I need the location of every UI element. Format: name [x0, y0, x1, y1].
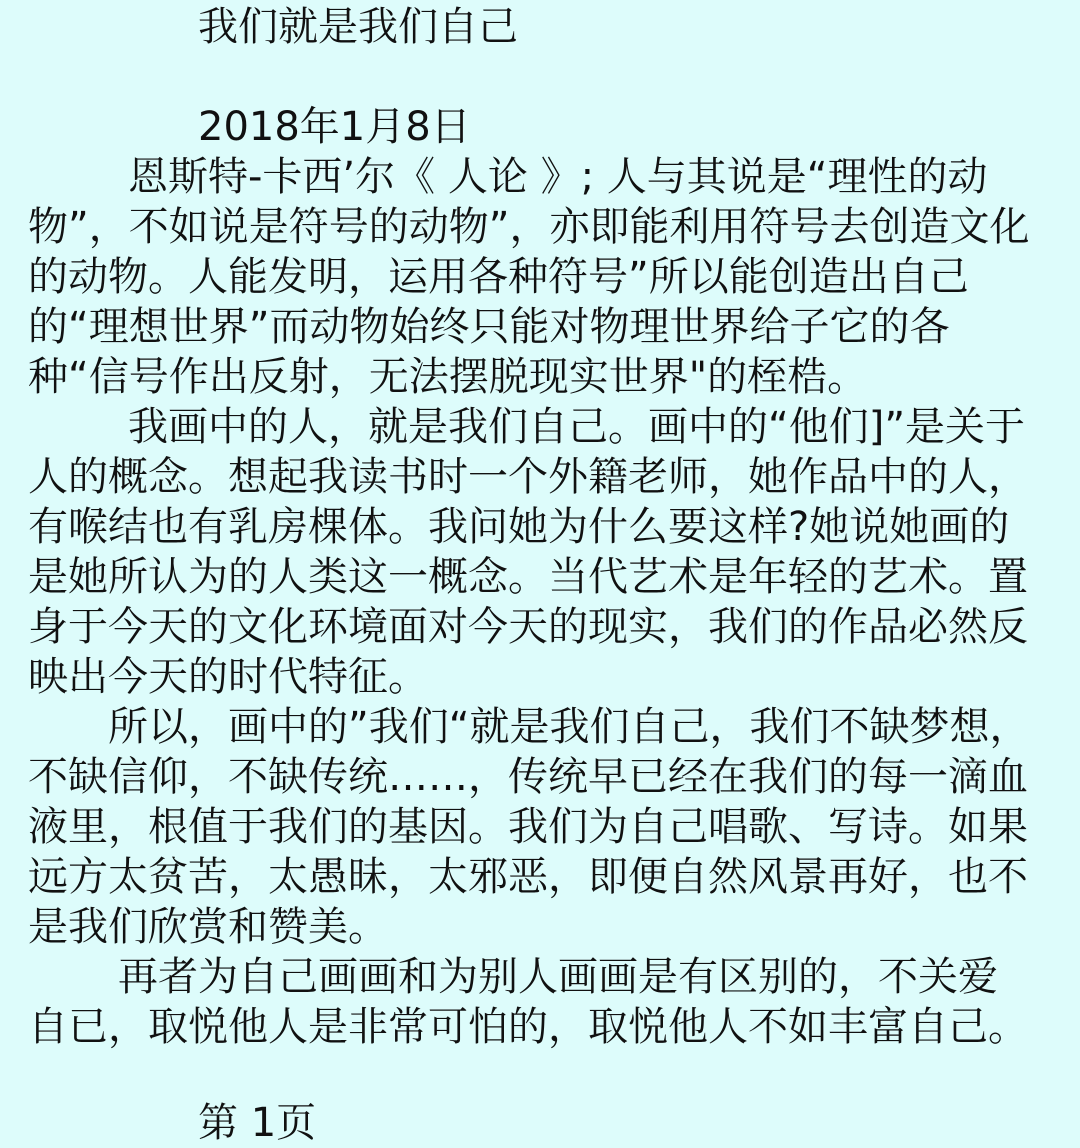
text-line: 再者为自己画画和为别人画画是有区别的，不关爱: [118, 954, 998, 1000]
text-line: 人的概念。想起我读书时一个外籍老师，她作品中的人，: [28, 454, 1028, 500]
text-line: 所以，画中的”我们“就是我们自己，我们不缺梦想，: [108, 704, 1030, 750]
text-line: 是她所认为的人类这一概念。当代艺术是年轻的艺术。置: [28, 554, 1028, 600]
text-line: 的“理想世界”而动物始终只能对物理世界给子它的各: [28, 304, 950, 350]
text-line: 液里，根值于我们的基因。我们为自己唱歌、写诗。如果: [28, 804, 1028, 850]
text-line: 映出今天的时代特征。: [28, 654, 428, 700]
document-date: 2018年1月8日: [198, 104, 471, 150]
text-line: 有喉结也有乳房棵体。我问她为什么要这样?她说她画的: [28, 504, 1010, 550]
text-line: 种“信号作出反射，无法摆脱现实世界"的桎梏。: [28, 354, 868, 400]
text-line: 远方太贫苦，太愚昧，太邪恶，即便自然风景再好，也不: [28, 854, 1028, 900]
text-line: 恩斯特-卡西’尔《 人论 》; 人与其说是“理性的动: [128, 154, 988, 200]
text-line: 的动物。人能发明，运用各种符号”所以能创造出自己: [28, 254, 969, 300]
text-line: 自已，取悦他人是非常可怕的，取悦他人不如丰富自己。: [28, 1004, 1028, 1050]
page-number: 第 1页: [198, 1100, 317, 1146]
text-line: 物”，不如说是符号的动物”，亦即能利用符号去创造文化: [28, 204, 1030, 250]
text-line: 身于今天的文化环境面对今天的现实，我们的作品必然反: [28, 604, 1028, 650]
text-line: 不缺信仰，不缺传统……，传统早已经在我们的每一滴血: [28, 754, 1028, 800]
text-line: 是我们欣赏和赞美。: [28, 904, 388, 950]
text-line: 我画中的人，就是我们自己。画中的“他们]”是关于: [128, 404, 1026, 450]
document-title: 我们就是我们自己: [198, 4, 518, 50]
